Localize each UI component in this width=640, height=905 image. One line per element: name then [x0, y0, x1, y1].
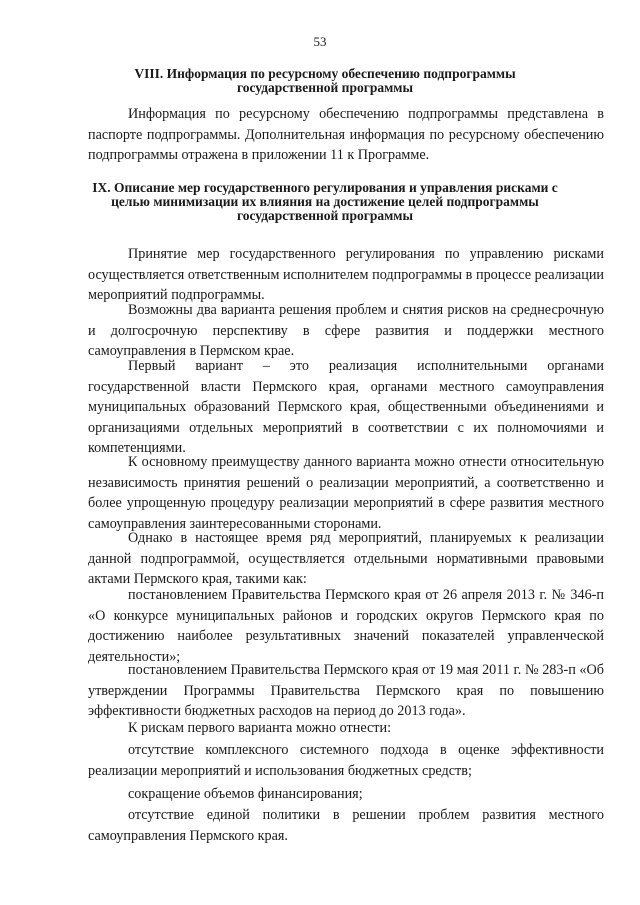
- section-9-paragraph: К основному преимуществу данного варианта можно отнести относительную независимость принятия решений о реализации мероприятий, а соответственно и более упрощенную процедуру реализации мероприятий в сфере развития местного самоуправления заинтересованными сторонами.: [88, 454, 604, 532]
- section-9-paragraph: Возможны два варианта решения проблем и снятия рисков на среднесрочную и долгосрочную перспективу в сфере развития и поддержки местного самоуправления в Пермском крае.: [88, 302, 604, 359]
- section-9-paragraph: К рискам первого варианта можно отнести:: [128, 720, 392, 736]
- section-9-heading: IX. Описание мер государственного регулирования и управления рисками с целью минимизации их влияния на достижение целей подпрограммы государственной программы: [92, 180, 558, 223]
- section-8-paragraph: Информация по ресурсному обеспечению подпрограммы представлена в паспорте подпрограммы. Дополнительная информация по ресурсному обеспечению подпрограммы отражена в приложении 11 к Программе.: [88, 106, 604, 163]
- section-9-paragraph: отсутствие единой политики в решении проблем развития местного самоуправления Пермского края.: [88, 807, 604, 844]
- section-8-heading: VIII. Информация по ресурсному обеспечению подпрограммы государственной программы: [134, 66, 516, 95]
- section-9-paragraph: постановлением Правительства Пермского края от 19 мая 2011 г. № 283-п «Об утверждении Программы Правительства Пермского края по повышению эффективности бюджетных расходов на период до 2013 года».: [88, 662, 604, 719]
- page-number: 53: [313, 34, 327, 49]
- section-9-paragraph: Однако в настоящее время ряд мероприятий, планируемых к реализации данной подпрограммой, осуществляется отдельными нормативными правовыми актами Пермского края, такими как:: [88, 530, 604, 587]
- section-9-paragraph: Принятие мер государственного регулирования по управлению рисками осуществляется ответственным исполнителем подпрограммы в процессе реализации мероприятий подпрограммы.: [88, 246, 604, 303]
- section-9-paragraph: сокращение объемов финансирования;: [128, 786, 363, 802]
- section-9-paragraph: постановлением Правительства Пермского края от 26 апреля 2013 г. № 346-п «О конкурсе муниципальных районов и городских округов Пермского края по достижению наиболее результативных значений показателей управленческой деятельности»;: [88, 587, 604, 665]
- section-9-paragraph: Первый вариант – это реализация исполнительными органами государственной власти Пермского края, органами местного самоуправления муниципальных образований Пермского края, общественными объединениями и организациями отдельных мероприятий в соответствии с их полномочиями и компетенциями.: [88, 358, 604, 456]
- section-9-paragraph: отсутствие комплексного системного подхода в оценке эффективности реализации мероприятий и использования бюджетных средств;: [88, 742, 604, 779]
